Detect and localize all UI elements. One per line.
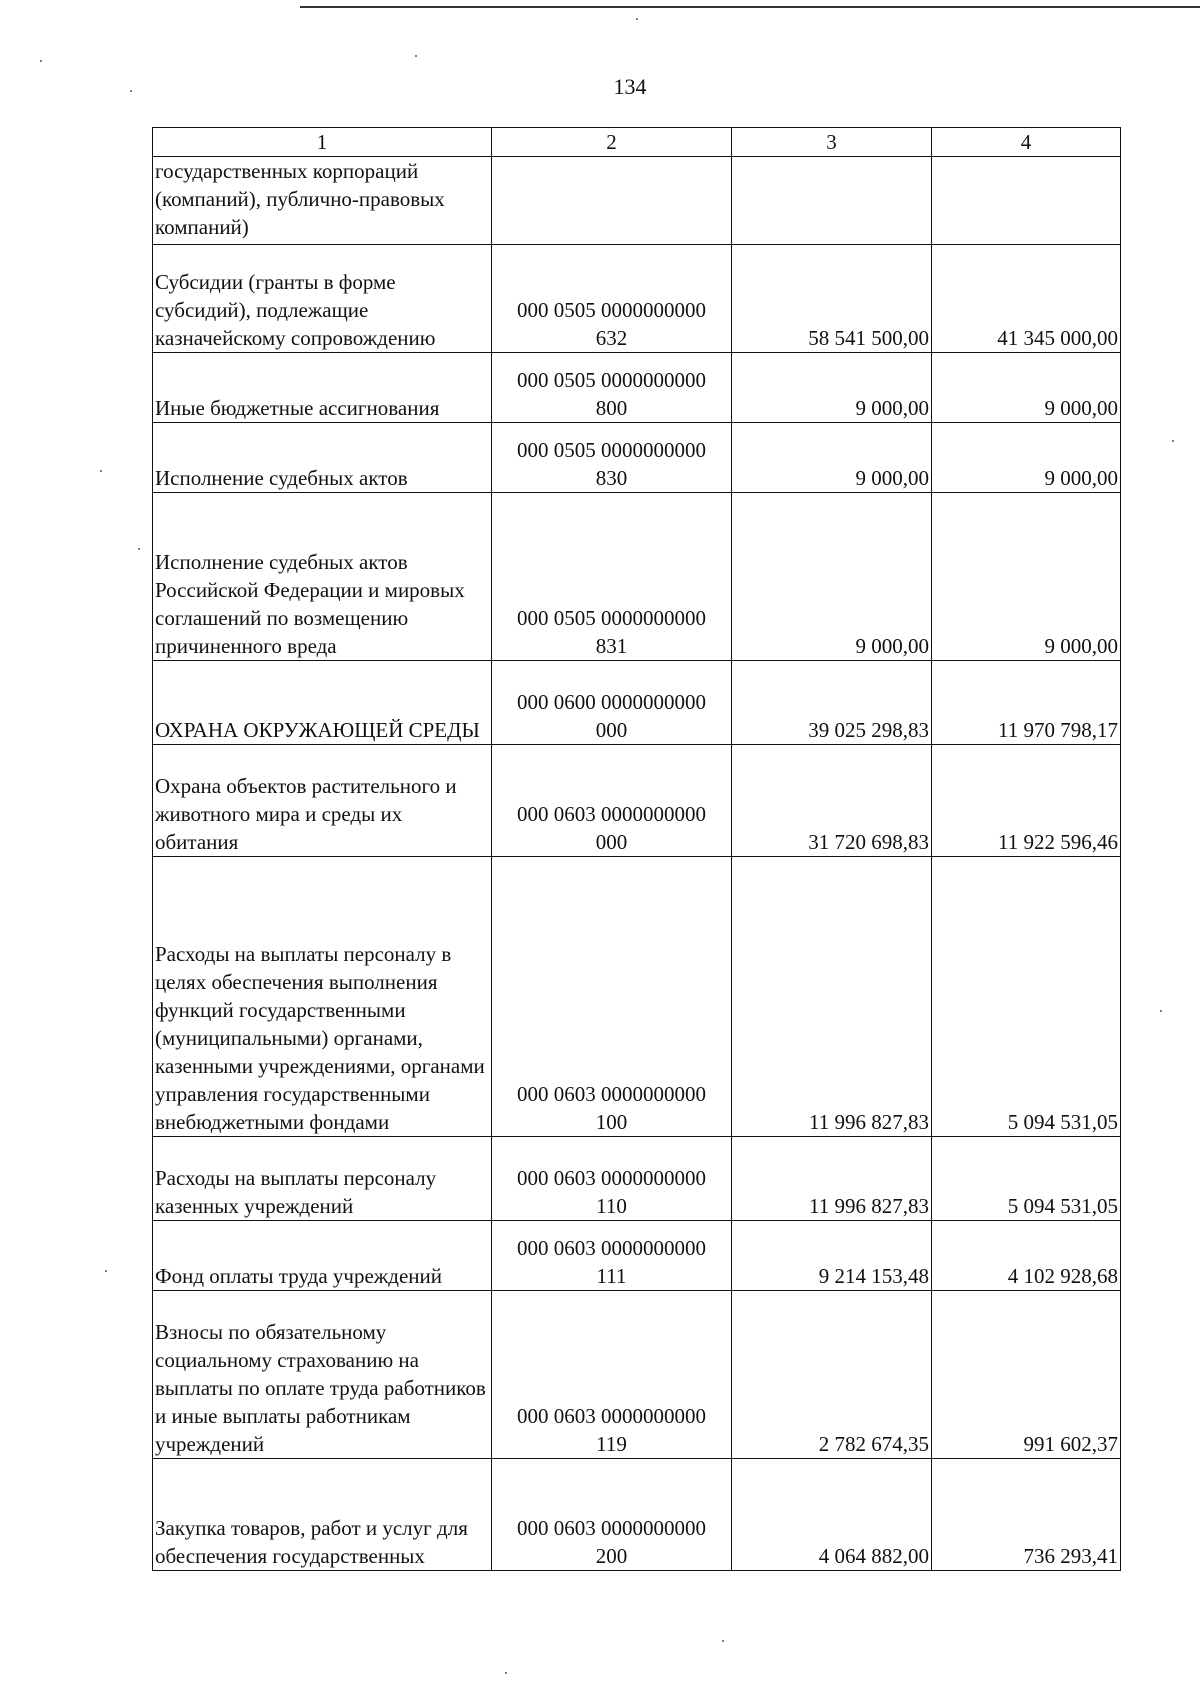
row-code-line1: 000 0603 0000000000 [517,1516,706,1540]
header-col-3: 3 [732,128,932,157]
row-code-line1: 000 0603 0000000000 [517,1082,706,1106]
row-code-line2: 119 [596,1432,627,1456]
row-code-line2: 632 [595,326,628,350]
row-amount-col3: 31 720 698,83 [732,745,932,857]
row-amount-col3: 9 214 153,48 [732,1221,932,1291]
table-row [153,857,1121,1137]
row-code-line1: 000 0505 0000000000 [517,606,706,630]
row-name: Исполнение судебных актов Российской Федерации и мировых соглашений по возмещению причиненного вреда [153,493,492,661]
row-code [492,1221,732,1291]
row-amount-col4: 11 970 798,17 [932,661,1121,745]
table-row [153,423,1121,493]
row-amount-col4: 991 602,37 [932,1291,1121,1459]
row-amount-col4: 736 293,41 [932,1459,1121,1571]
scan-speck [1172,440,1174,442]
row-name: ОХРАНА ОКРУЖАЮЩЕЙ СРЕДЫ [153,661,492,745]
table-row [153,1291,1121,1459]
table-row [153,745,1121,857]
table-row [153,661,1121,745]
row-amount-col3: 4 064 882,00 [732,1459,932,1571]
row-amount-col4: 9 000,00 [932,423,1121,493]
top-scan-rule [300,6,1200,8]
row-code [492,493,732,661]
row-name: государственных корпораций (компаний), публично-правовых компаний) [153,157,492,245]
scan-speck [138,548,140,550]
row-code [492,745,732,857]
row-amount-col3: 2 782 674,35 [732,1291,932,1459]
row-amount-col3: 9 000,00 [732,423,932,493]
scan-speck [636,18,638,20]
row-code-line2: 000 [595,830,628,854]
row-name: Взносы по обязательному социальному страхованию на выплаты по оплате труда работников и иные выплаты работникам учреждений [153,1291,492,1459]
table-row [153,245,1121,353]
row-amount-col4: 5 094 531,05 [932,1137,1121,1221]
row-code-line2: 000 [595,718,628,742]
row-code-line2: 831 [595,634,628,658]
row-amount-col3: 11 996 827,83 [732,857,932,1137]
scan-speck [415,55,417,57]
row-code [492,1459,732,1571]
row-amount-col4: 9 000,00 [932,353,1121,423]
scan-speck [1160,1010,1162,1012]
scan-speck [105,1270,107,1272]
row-amount-col4: 9 000,00 [932,493,1121,661]
header-col-2: 2 [492,128,732,157]
row-amount-col4: 41 345 000,00 [932,245,1121,353]
row-amount-col3: 9 000,00 [732,353,932,423]
table-row [153,1221,1121,1291]
row-code-line1: 000 0505 0000000000 [517,298,706,322]
row-amount-col4: 5 094 531,05 [932,857,1121,1137]
row-amount-col3: 9 000,00 [732,493,932,661]
header-row [153,128,1121,157]
row-code-line2: 200 [595,1544,628,1568]
row-code-line1: 000 0505 0000000000 [517,438,706,462]
header-col-4: 4 [932,128,1121,157]
table-row [153,1459,1121,1571]
row-code [492,423,732,493]
row-name: Расходы на выплаты персоналу казенных учреждений [153,1137,492,1221]
row-amount-col3: 11 996 827,83 [732,1137,932,1221]
row-name: Иные бюджетные ассигнования [153,353,492,423]
row-code-line2: 111 [596,1264,627,1288]
row-code-line1: 000 0600 0000000000 [517,690,706,714]
scan-speck [722,1640,724,1642]
row-code-line2: 830 [595,466,628,490]
row-code-line1: 000 0505 0000000000 [517,368,706,392]
row-amount-col3: 39 025 298,83 [732,661,932,745]
row-amount-col4: 4 102 928,68 [932,1221,1121,1291]
row-amount-col3: 58 541 500,00 [732,245,932,353]
row-code-line1: 000 0603 0000000000 [517,1404,706,1428]
row-name: Расходы на выплаты персоналу в целях обеспечения выполнения функций государственными (муниципальными) органами, казенными учреждениями, органами управления государственными внебюджетными фондами [153,857,492,1137]
row-code-line2: 100 [595,1110,628,1134]
row-code-line1: 000 0603 0000000000 [517,1166,706,1190]
row-name: Исполнение судебных актов [153,423,492,493]
scan-speck [505,1672,507,1674]
row-code [492,157,732,245]
row-name: Охрана объектов растительного и животного мира и среды их обитания [153,745,492,857]
scan-speck [40,60,42,62]
row-code-line2: 110 [596,1194,627,1218]
row-name: Закупка товаров, работ и услуг для обеспечения государственных [153,1459,492,1571]
table-row [153,1137,1121,1221]
row-amount-col4: 11 922 596,46 [932,745,1121,857]
row-code [492,353,732,423]
row-amount-col3 [732,157,932,245]
row-code-line1: 000 0603 0000000000 [517,1236,706,1260]
row-code [492,661,732,745]
row-amount-col4 [932,157,1121,245]
row-code [492,245,732,353]
scan-speck [100,470,102,472]
row-code-line1: 000 0603 0000000000 [517,802,706,826]
row-code [492,1137,732,1221]
row-name: Субсидии (гранты в форме субсидий), подлежащие казначейскому сопровождению [153,245,492,353]
row-code [492,857,732,1137]
page-number: 134 [613,74,647,99]
row-code [492,1291,732,1459]
header-col-1: 1 [153,128,492,157]
table-row [153,493,1121,661]
row-name: Фонд оплаты труда учреждений [153,1221,492,1291]
budget-table [152,127,1121,1571]
table-row [153,353,1121,423]
table-row [153,157,1121,245]
scan-speck [130,90,132,92]
row-code-line2: 800 [595,396,628,420]
